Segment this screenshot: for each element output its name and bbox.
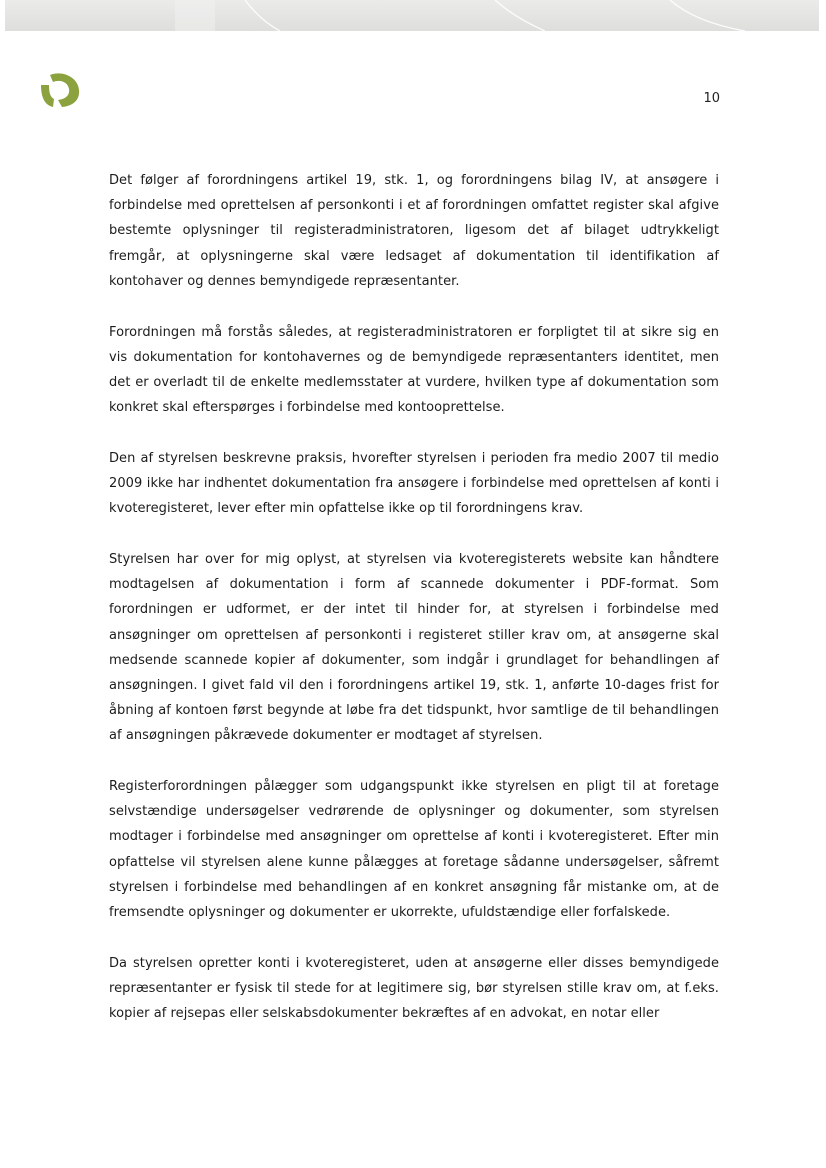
header-band [5,0,819,31]
paragraph: Da styrelsen opretter konti i kvoteregisteret, uden at ansøgerne eller disses bemyndigede repræsentanter er fysisk til stede for at legitimere sig, bør styrelsen stille krav om, at f.eks. kopier af rejsepas eller selskabsdokumenter bekræftes af en advokat, en notar eller [109,955,719,1022]
paragraph: Styrelsen har over for mig oplyst, at styrelsen via kvoteregisterets website kan håndtere modtagelsen af dokumentation i form af scannede dokumenter i PDF-format. Som forordningen er udformet, er der intet til hinder for, at styrelsen i forbindelse med ansøgninger om oprettelsen af personkonti i registeret stiller krav om, at ansøgerne skal medsende scannede kopier af dokumenter, som indgår i grundlaget for behandlingen af ansøgningen. I givet fald vil den i forordningens artikel 19, stk. 1, anførte 10-dages frist for åbning af kontoen først begynde at løbe fra det tidspunkt, hvor samtlige de til behandlingen af ansøgningen påkrævede dokumenter er modtaget af styrelsen. [109,551,719,744]
institution-logo [40,72,80,108]
logo-icon [40,72,80,108]
paragraph: Forordningen må forstås således, at registeradministratoren er forpligtet til at sikre sig en vis dokumentation for kontohavernes og de bemyndigede repræsentanters identitet, men det er overladt til de enkelte medlemsstater at vurdere, hvilken type af dokumentation som konkret skal efterspørges i forbindelse med kontooprettelse. [109,324,719,416]
paragraph: Registerforordningen pålægger som udgangspunkt ikke styrelsen en pligt til at foretage selvstændige undersøgelser vedrørende de oplysninger og dokumenter, som styrelsen modtager i forbindelse med ansøgninger om oprettelse af konti i kvoteregisteret. Efter min opfattelse vil styrelsen alene kunne pålægges at foretage sådanne undersøgelser, såfremt styrelsen i forbindelse med behandlingen af en konkret ansøgning får mistanke om, at de fremsendte oplysninger og dokumenter er ukorrekte, ufuldstændige eller forfalskede. [109,779,719,921]
paragraph: Den af styrelsen beskrevne praksis, hvorefter styrelsen i perioden fra medio 2007 til medio 2009 ikke har indhentet dokumentation fra ansøgere i forbindelse med oprettelsen af konti i kvoteregisteret, lever efter min opfattelse ikke op til forordningens krav. [109,450,719,517]
document-body [109,168,719,1052]
header-decoration [5,0,819,31]
page-number: 10 [703,91,720,106]
paragraph: Det følger af forordningens artikel 19, stk. 1, og forordningens bilag IV, at ansøgere i forbindelse med oprettelsen af personkonti i et af forordningen omfattet register skal afgive bestemte oplysninger til registeradministratoren, ligesom det af bilaget udtrykkeligt fremgår, at oplysningerne skal være ledsaget af dokumentation til identifikation af kontohaver og dennes bemyndigede repræsentanter. [109,173,719,289]
